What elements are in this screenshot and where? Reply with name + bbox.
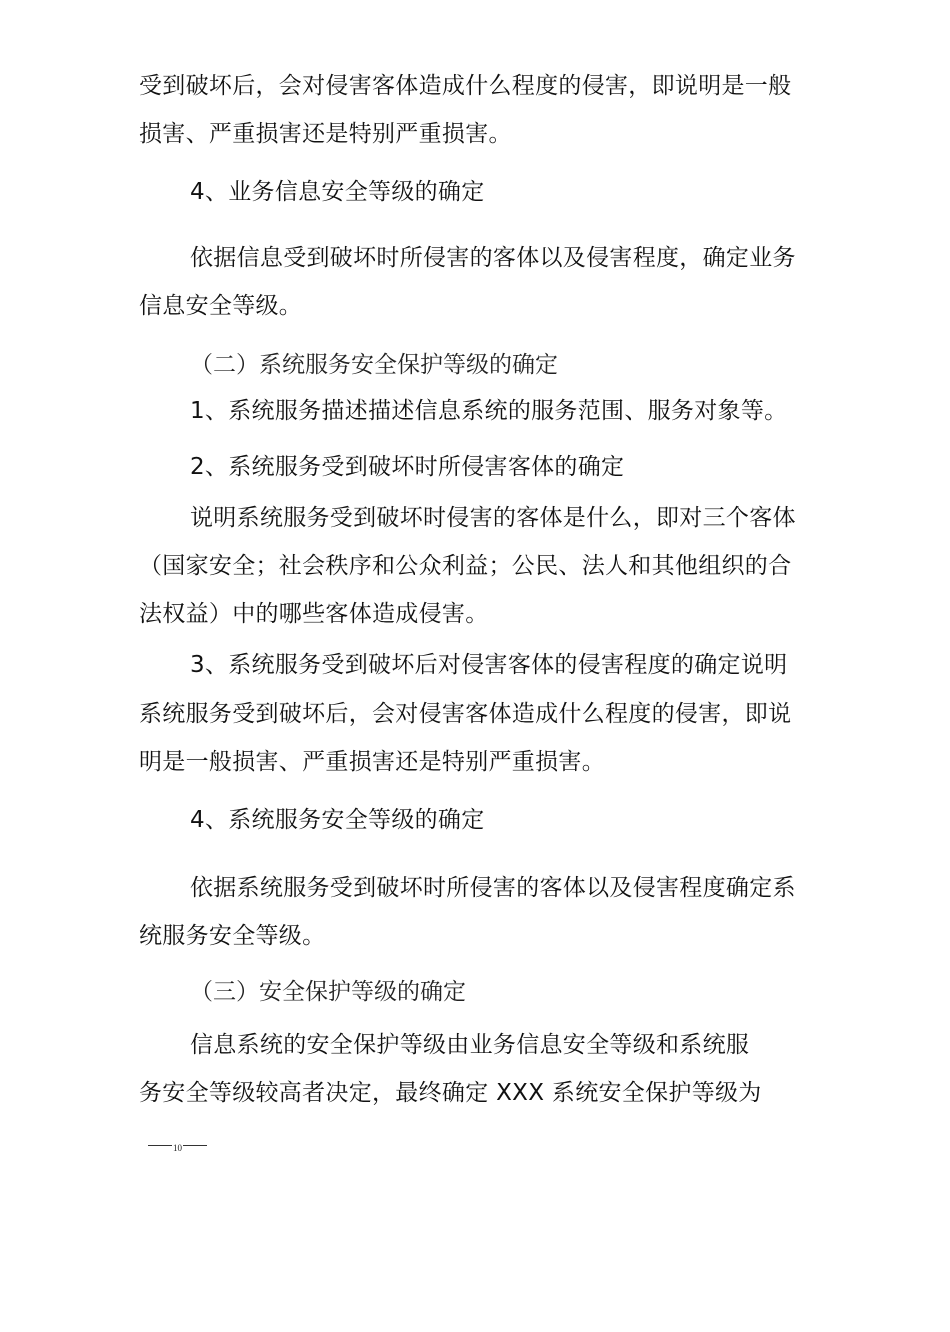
body-text-line: 信息安全等级。 — [139, 293, 303, 319]
subheading-business-info-level: 4、业务信息安全等级的确定 — [190, 179, 485, 205]
body-text-line: 法权益）中的哪些客体造成侵害。 — [139, 601, 489, 627]
body-text-line: 系统服务受到破坏后，会对侵害客体造成什么程度的侵害，即说 — [139, 701, 792, 727]
subheading-service-damage-degree: 3、系统服务受到破坏后对侵害客体的侵害程度的确定说明 — [190, 652, 788, 678]
body-text-line: 受到破坏后，会对侵害客体造成什么程度的侵害，即说明是一般 — [139, 73, 792, 99]
body-text-line: 依据信息受到破坏时所侵害的客体以及侵害程度，确定业务 — [190, 245, 796, 271]
footer-dash-left — [148, 1145, 172, 1146]
body-text-line: 说明系统服务受到破坏时侵害的客体是什么，即对三个客体 — [190, 505, 796, 531]
subheading-service-level: 4、系统服务安全等级的确定 — [190, 807, 485, 833]
body-text-line: 统服务安全等级。 — [139, 923, 326, 949]
page-number: 10 — [173, 1142, 182, 1153]
body-text-line: 务安全等级较高者决定，最终确定 XXX 系统安全保护等级为 — [139, 1080, 762, 1106]
body-text-line: 明是一般损害、严重损害还是特别严重损害。 — [139, 749, 605, 775]
section-heading-system-service: （二）系统服务安全保护等级的确定 — [190, 352, 558, 378]
body-text-line: 损害、严重损害还是特别严重损害。 — [139, 121, 512, 147]
subheading-service-object: 2、系统服务受到破坏时所侵害客体的确定 — [190, 454, 625, 480]
body-text-line: 依据系统服务受到破坏时所侵害的客体以及侵害程度确定系 — [190, 875, 796, 901]
footer-dash-right — [183, 1145, 207, 1146]
subheading-service-description: 1、系统服务描述描述信息系统的服务范围、服务对象等。 — [190, 398, 788, 424]
body-text-line: 信息系统的安全保护等级由业务信息安全等级和系统服 — [190, 1032, 750, 1058]
page-footer — [148, 1136, 207, 1154]
body-text-line: （国家安全；社会秩序和公众利益；公民、法人和其他组织的合 — [139, 553, 792, 579]
section-heading-protection-level: （三）安全保护等级的确定 — [190, 979, 466, 1005]
